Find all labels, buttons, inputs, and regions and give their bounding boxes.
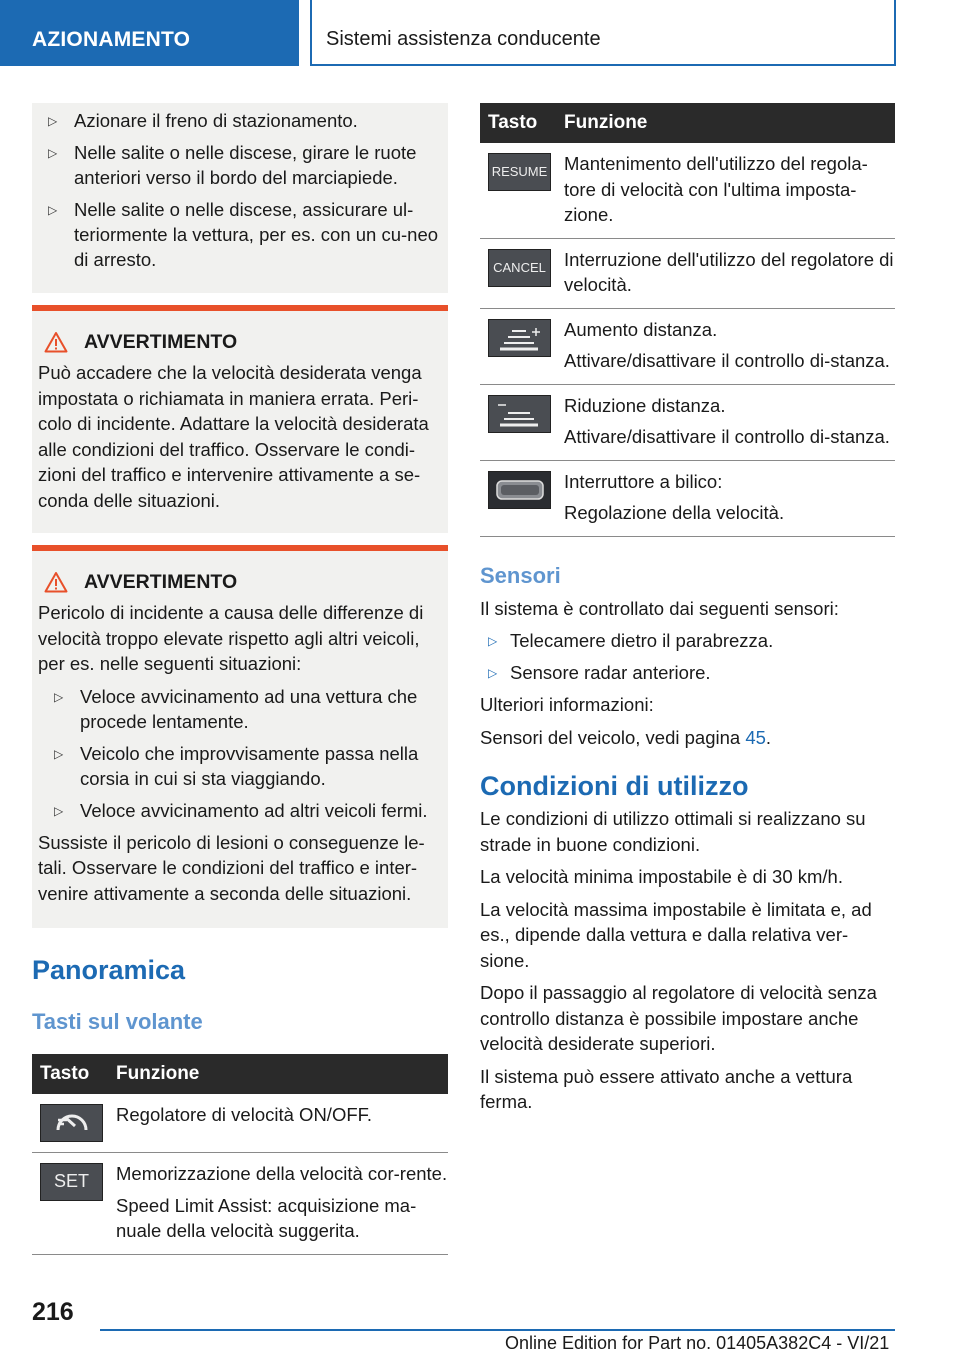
table-row: RESUME Mantenimento dell'utilizzo del regola-tore di velocità con l'ultima imposta-zione. bbox=[480, 143, 895, 238]
distance-plus-icon bbox=[495, 325, 545, 351]
heading-panoramica: Panoramica bbox=[32, 955, 186, 985]
cruise-control-onoff-key-icon bbox=[40, 1104, 103, 1142]
list-item: ▷ Sensore radar anteriore. bbox=[480, 660, 895, 685]
sensori-intro: Il sistema è controllato dai seguenti sensori: bbox=[480, 597, 839, 619]
warning-heading: AVVERTIMENTO bbox=[38, 329, 442, 355]
distance-increase-key-icon bbox=[488, 319, 551, 357]
warning-text: Può accadere che la velocità desiderata venga impostata o richiamata in maniera errata. Peri-colo di incidente. Adattare la velocità desiderata alle condizioni del traffico. Osservare le condi-zioni del traffico e intervenire attivamente a se-conda delle situazioni. bbox=[38, 362, 429, 511]
list-item: ▷ Veloce avvicinamento ad altri veicoli fermi. bbox=[38, 798, 442, 823]
heading-sensori: Sensori bbox=[480, 562, 561, 588]
col-header-key: Tasto bbox=[32, 1054, 116, 1094]
heading-tasti-sul-volante: Tasti sul volante bbox=[32, 1009, 203, 1034]
rocker-switch-key-icon bbox=[488, 471, 551, 509]
paragraph: Dopo il passaggio al regolatore di velocità senza controllo distanza è possibile impostare anche velocità desiderate superiori. bbox=[480, 982, 877, 1054]
ulteriori-label: Ulteriori informazioni: bbox=[480, 694, 654, 715]
list-item: ▷ Telecamere dietro il parabrezza. bbox=[480, 628, 895, 653]
triangle-bullet-icon: ▷ bbox=[54, 746, 64, 761]
footer-divider bbox=[100, 1329, 895, 1331]
col-header-key: Tasto bbox=[480, 103, 564, 143]
triangle-bullet-icon: ▷ bbox=[54, 803, 64, 818]
heading-condizioni-di-utilizzo: Condizioni di utilizzo bbox=[480, 771, 749, 801]
warning-box-2 bbox=[32, 545, 448, 928]
triangle-bullet-icon: ▷ bbox=[48, 146, 58, 160]
left-column bbox=[32, 103, 448, 1255]
triangle-bullet-icon: ▷ bbox=[48, 114, 58, 128]
keys-table-left bbox=[32, 1054, 448, 1255]
header-section: AZIONAMENTO bbox=[0, 0, 299, 66]
triangle-bullet-icon: ▷ bbox=[54, 689, 64, 704]
intro-bullet-box bbox=[32, 103, 448, 293]
page-number: 216 bbox=[32, 1298, 74, 1326]
col-header-function: Funzione bbox=[116, 1054, 448, 1094]
table-header-row bbox=[32, 1054, 448, 1094]
table-row: Aumento distanza. Attivare/disattivare il controllo di-stanza. bbox=[480, 308, 895, 384]
speedometer-icon bbox=[55, 1112, 89, 1134]
warning-triangle-icon bbox=[44, 331, 68, 353]
triangle-bullet-icon: ▷ bbox=[48, 203, 58, 217]
distance-decrease-key-icon bbox=[488, 395, 551, 433]
right-body bbox=[480, 562, 895, 1115]
paragraph: Il sistema può essere attivato anche a vettura ferma. bbox=[480, 1065, 853, 1112]
cancel-key-icon: CANCEL bbox=[488, 249, 551, 287]
list-item: ▷ Azionare il freno di stazionamento. bbox=[38, 108, 442, 133]
table-row: Regolatore di velocità ON/OFF. bbox=[32, 1094, 448, 1153]
footer-edition: Online Edition for Part no. 01405A382C4 - VI/21 bbox=[505, 1333, 890, 1353]
page-link-45[interactable]: 45 bbox=[745, 726, 766, 748]
triangle-bullet-icon: ▷ bbox=[488, 666, 498, 680]
right-column bbox=[480, 103, 895, 1122]
warning-text: Pericolo di incidente a causa delle differenze di velocità troppo elevate rispetto agli altri veicoli, per es. nelle seguenti situazioni: bbox=[38, 602, 424, 674]
table-row: Riduzione distanza. Attivare/disattivare il controllo di-stanza. bbox=[480, 384, 895, 460]
table-header-row bbox=[480, 103, 895, 143]
resume-key-icon: RESUME bbox=[488, 153, 551, 191]
table-row: SET Memorizzazione della velocità cor-rente. Speed Limit Assist: acquisizione ma-nuale della velocità suggerita. bbox=[32, 1153, 448, 1255]
sensori-reference: Sensori del veicolo, vedi pagina 45. bbox=[480, 726, 772, 748]
keys-table-right bbox=[480, 103, 895, 537]
warning-heading: AVVERTIMENTO bbox=[38, 569, 442, 595]
header-chapter: Sistemi assistenza conducente bbox=[310, 0, 896, 66]
warning-box-1 bbox=[32, 305, 448, 533]
list-item: ▷ Veloce avvicinamento ad una vettura che procede lentamente. bbox=[54, 685, 418, 732]
list-item: ▷ Nelle salite o nelle discese, assicurare ul-teriormente la vettura, per es. con un cu-neo di arresto. bbox=[48, 199, 439, 270]
paragraph: La velocità minima impostabile è di 30 km/h. bbox=[480, 866, 843, 887]
table-row: Interruttore a bilico: Regolazione della velocità. bbox=[480, 460, 895, 536]
distance-minus-icon bbox=[495, 401, 545, 427]
warning-closing: Sussiste il pericolo di lesioni o conseguenze le-tali. Osservare le condizioni del traffico e inter-venire attivamente a seconda delle situazioni. bbox=[38, 831, 425, 904]
table-row: CANCEL Interruzione dell'utilizzo del regolatore di velocità. bbox=[480, 238, 895, 308]
triangle-bullet-icon: ▷ bbox=[488, 634, 498, 648]
set-key-icon: SET bbox=[40, 1163, 103, 1201]
paragraph: La velocità massima impostabile è limitata e, ad es., dipende dalla vettura e dalla relativa ver-sione. bbox=[480, 898, 872, 971]
list-item: ▷ Veicolo che improvvisamente passa nella corsia in cui si sta viaggiando. bbox=[54, 742, 419, 789]
paragraph: Le condizioni di utilizzo ottimali si realizzano su strade in buone condizioni. bbox=[480, 808, 866, 855]
col-header-function: Funzione bbox=[564, 103, 895, 143]
warning-triangle-icon bbox=[44, 571, 68, 593]
rocker-switch-icon bbox=[493, 475, 547, 505]
list-item: ▷ Nelle salite o nelle discese, girare le ruote anteriori verso il bordo del marciapiede. bbox=[48, 142, 417, 188]
